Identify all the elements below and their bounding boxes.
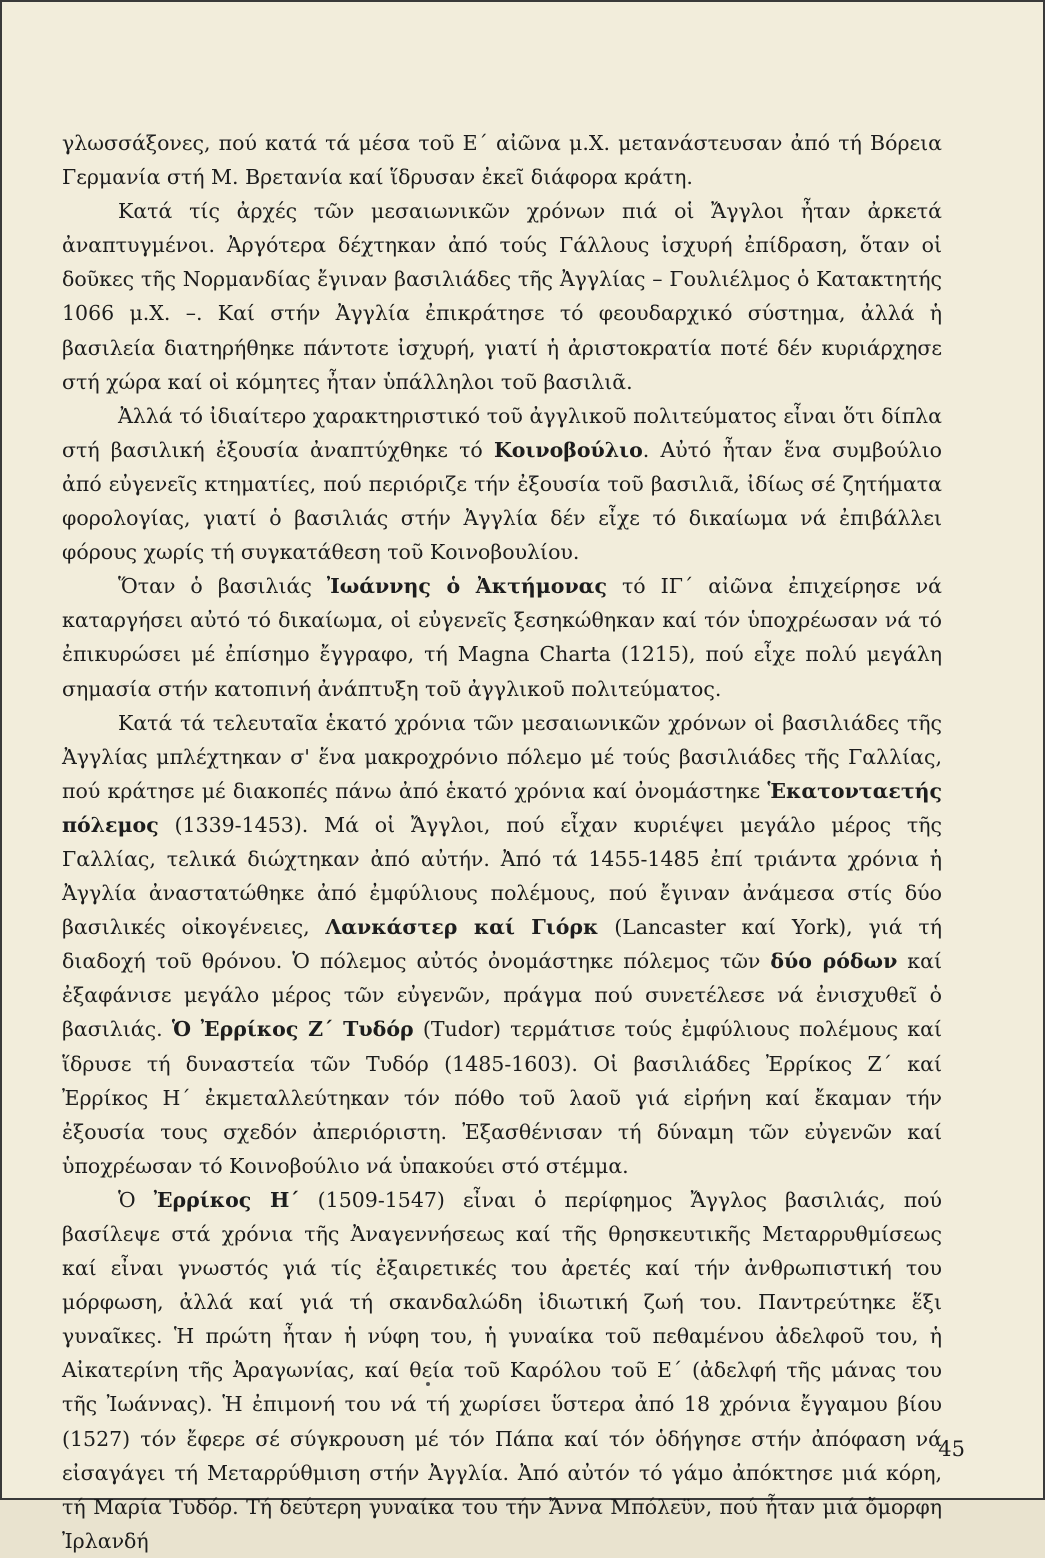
- text-run: Ὁ: [118, 1187, 154, 1212]
- bold-term: Κοινοβούλιο: [493, 437, 643, 462]
- text-run: Κατά τά τελευταῖα ἑκατό χρόνια τῶν μεσαιωνικῶν χρόνων οἱ βασιλιάδες τῆς Ἀγγλίας μπλέχτηκαν σ' ἕνα μακροχρόνιο πόλεμο μέ τούς βασιλιάδες τῆς Γαλλίας, πού κράτησε μέ διακοπές πάνω ἀπό ἑκατό χρόνια καί ὀνομάστηκε: [62, 710, 942, 803]
- paragraph-4: [62, 569, 942, 705]
- paragraph-6: [62, 1183, 942, 1558]
- bold-term: Ἰωάννης ὁ Ἀκτήμονας: [326, 574, 607, 599]
- paragraph-2: [62, 194, 942, 399]
- text-run: Κατά τίς ἀρχές τῶν μεσαιωνικῶν χρόνων πιά οἱ Ἄγγλοι ἦταν ἀρκετά ἀναπτυγμένοι. Ἀργότερα δέχτηκαν ἀπό τούς Γάλλους ἰσχυρή ἐπίδραση, ὅταν οἱ δοῦκες τῆς Νορμανδίας ἔγιναν βασιλιάδες τῆς Ἀγγλίας – Γουλιέλμος ὁ Κατακτητής 1066 μ.Χ. –. Καί στήν Ἀγγλία ἐπικράτησε τό φεουδαρχικό σύστημα, ἀλλά ἡ βασιλεία διατηρήθηκε πάντοτε ἰσχυρή, γιατί ἡ ἀριστοκρατία ποτέ δέν κυριάρχησε στή χώρα καί οἱ κόμητες ἦταν ὑπάλληλοι τοῦ βασιλιᾶ.: [62, 199, 942, 394]
- page-number: 45: [938, 1437, 965, 1461]
- bold-term: Ἐρρίκος Η΄: [153, 1187, 300, 1212]
- text-run: (1339-1453). Μά οἱ Ἄγγλοι, πού εἶχαν κυριέψει μεγάλο μέρος τῆς Γαλλίας, τελικά διώχτηκαν ἀπό αὐτήν. Ἀπό τά 1455-1485 ἐπί τριάντα χρόνια ἡ Ἀγγλία ἀναστατώθηκε ἀπό ἐμφύλιους πολέμους, πού ἔγιναν ἀνάμεσα στίς δύο βασιλικές οἰκογένειες,: [62, 812, 942, 940]
- bold-term: Ὁ Ἐρρίκος Ζ΄ Τυδόρ: [171, 1017, 414, 1042]
- text-run: (Lancaster καί York), γιά τή διαδοχή τοῦ θρόνου. Ὁ πόλεμος αὐτός ὀνομάστηκε πόλεμος τῶν: [62, 915, 942, 974]
- bold-term: δύο ρόδων: [770, 949, 898, 974]
- text-run: (1509-1547) εἶναι ὁ περίφημος Ἄγγλος βασιλιάς, πού βασίλεψε στά χρόνια τῆς Ἀναγεννήσεως καί τῆς θρησκευτικῆς Μεταρρυθμίσεως καί εἶναι γνωστός γιά τίς ἐξαιρετικές του ἀρετές καί τήν ἀνθρωπιστική του μόρφωση, ἀλλά καί γιά τή σκανδαλώδη ἰδιωτική ζωή του. Παντρεύτηκε ἕξι γυναῖκες. Ἡ πρώτη ἦταν ἡ νύφη του, ἡ γυναίκα τοῦ πεθαμένου ἀδελφοῦ του, ἡ Αἰκατερίνη τῆς Ἀραγωνίας, καί θεία τοῦ Καρόλου τοῦ Ε΄ (ἀδελφή τῆς μάνας του τῆς Ἰωάννας). Ἡ ἐπιμονή του νά τή χωρίσει ὕστερα ἀπό 18 χρόνια ἔγγαμου βίου (1527) τόν ἔφερε σέ σύγκρουση μέ τόν Πάπα καί τόν ὁδήγησε στήν ἀπόφαση νά εἰσαγάγει τή Μεταρρύθμιση στήν Ἀγγλία. Ἀπό αὐτόν τό γάμο ἀπόκτησε μιά κόρη, τή Μαρία Τυδόρ. Τή δεύτερη γυναίκα του τήν Ἄννα Μπόλεϋν, πού ἦταν μιά ὄμορφη Ἰρλανδή: [62, 1187, 942, 1553]
- bold-term: Λανκάστερ καί Γιόρκ: [325, 915, 599, 940]
- paragraph-1: [62, 126, 942, 194]
- text-run: (Tudor) τερμάτισε τούς ἐμφύλιους πολέμους καί ἵδρυσε τή δυναστεία τῶν Τυδόρ (1485-1603). Οἱ βασιλιάδες Ἐρρίκος Ζ΄ καί Ἐρρίκος Η΄ ἐκμεταλλεύτηκαν τόν πόθο τοῦ λαοῦ γιά εἰρήνη καί ἔκαμαν τήν ἐξουσία τους σχεδόν ἀπεριόριστη. Ἐξασθένισαν τή δύναμη τῶν εὐγενῶν καί ὑποχρέωσαν τό Κοινοβούλιο νά ὑπακούει στό στέμμα.: [62, 1017, 942, 1178]
- body-text: [62, 126, 942, 1558]
- text-run: τό ΙΓ΄ αἰῶνα ἐπιχείρησε νά καταργήσει αὐτό τό δικαίωμα, οἱ εὐγενεῖς ξεσηκώθηκαν καί τόν ὑποχρέωσαν νά τό ἐπικυρώσει μέ ἐπίσημο ἔγγραφο, τή Magna Charta (1215), πού εἶχε πολύ μεγάλη σημασία στήν κατοπινή ἀνάπτυξη τοῦ ἀγγλικοῦ πολιτεύματος.: [62, 574, 942, 701]
- bold-term: Ἑκατονταετής πόλεμος: [62, 778, 942, 837]
- text-run: Ὅταν ὁ βασιλιάς: [118, 574, 327, 599]
- text-run: Ἀλλά τό ἰδιαίτερο χαρακτηριστικό τοῦ ἀγγλικοῦ πολιτεύματος εἶναι ὅτι δίπλα στή βασιλική ἐξουσία ἀναπτύχθηκε τό: [62, 403, 942, 462]
- text-run: καί ἐξαφάνισε μεγάλο μέρος τῶν εὐγενῶν, πράγμα πού συνετέλεσε νά ἐνισχυθεῖ ὁ βασιλιάς.: [62, 949, 942, 1042]
- paragraph-5: [62, 706, 942, 1183]
- text-run: . Αὐτό ἦταν ἕνα συμβούλιο ἀπό εὐγενεῖς κτηματίες, πού περιόριζε τήν ἐξουσία τοῦ βασιλιᾶ, ἰδίως σέ ζητήματα φορολογίας, γιατί ὁ βασιλιάς στήν Ἀγγλία δέν εἶχε τό δικαίωμα νά ἐπιβάλλει φόρους χωρίς τή συγκατάθεση τοῦ Κοινοβουλίου.: [62, 437, 942, 565]
- print-speck: [426, 1382, 430, 1386]
- paragraph-3: [62, 399, 942, 569]
- text-run: γλωσσάξονες, πού κατά τά μέσα τοῦ Ε΄ αἰῶνα μ.Χ. μετανάστευσαν ἀπό τή Βόρεια Γερμανία στή Μ. Βρετανία καί ἵδρυσαν ἐκεῖ διάφορα κράτη.: [62, 131, 942, 190]
